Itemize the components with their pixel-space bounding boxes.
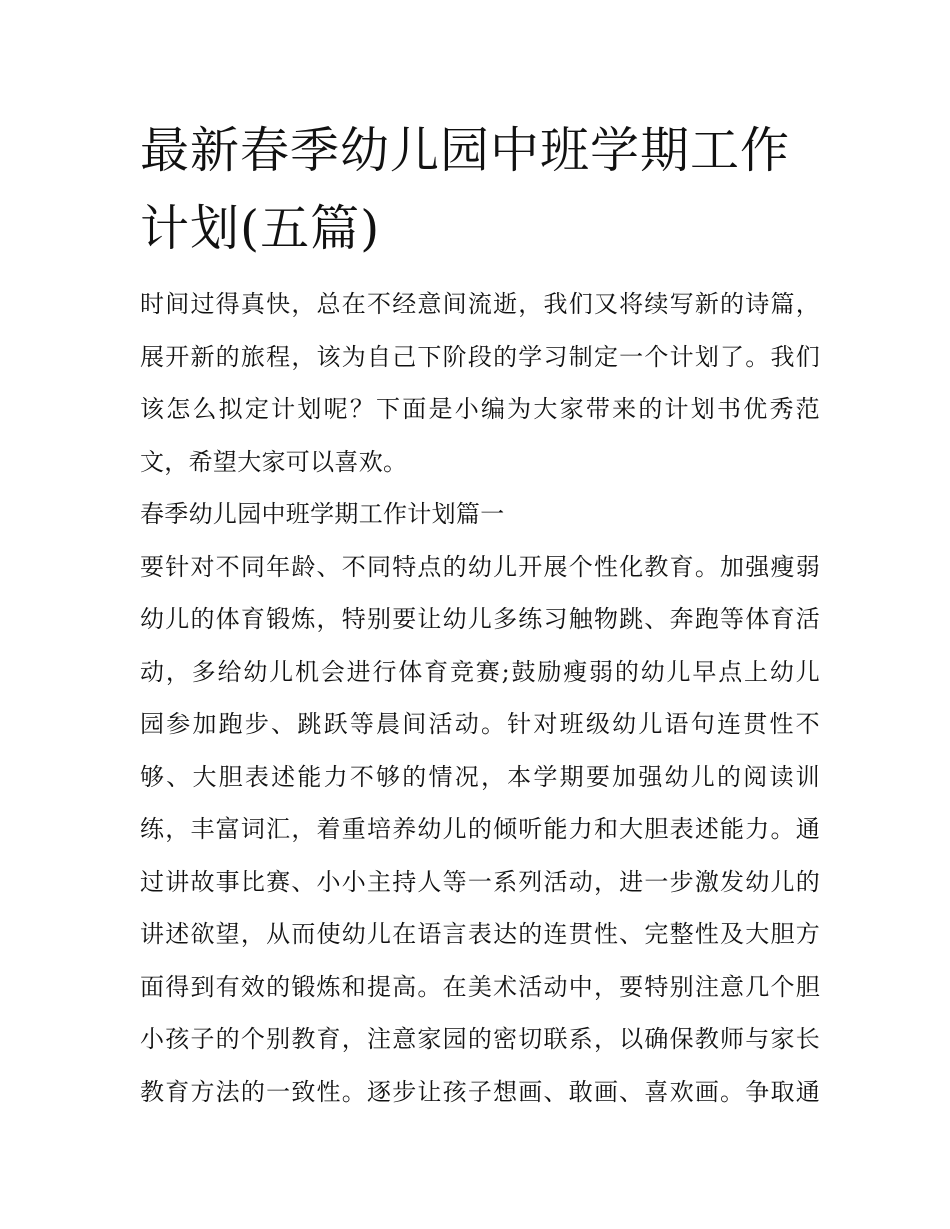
- paragraph-line: 面得到有效的锻炼和提高。在美术活动中，要特别注意几个胆: [140, 972, 820, 1001]
- title-line: 计划(五篇): [140, 200, 381, 257]
- paragraph-line: 够、大胆表述能力不够的情况，本学期要加强幼儿的阅读训: [140, 762, 820, 791]
- document-body: [140, 278, 820, 1118]
- intro-line: 展开新的旅程，该为自己下阶段的学习制定一个计划了。我们: [140, 342, 820, 371]
- title-line: 最新春季幼儿园中班学期工作: [140, 122, 791, 179]
- intro-line: 时间过得真快，总在不经意间流逝，我们又将续写新的诗篇，: [140, 290, 820, 318]
- paragraph-line: 讲述欲望，从而使幼儿在语言表达的连贯性、完整性及大胆方: [140, 920, 820, 948]
- paragraph-line: 小孩子的个别教育，注意家园的密切联系，以确保教师与家长: [140, 1025, 820, 1053]
- paragraph-line: 过讲故事比赛、小小主持人等一系列活动，进一步激发幼儿的: [140, 867, 820, 896]
- intro-line: 文，希望大家可以喜欢。: [140, 447, 408, 476]
- paragraph-line: 要针对不同年龄、不同特点的幼儿开展个性化教育。加强瘦弱: [140, 552, 820, 581]
- paragraph-line: 教育方法的一致性。逐步让孩子想画、敢画、喜欢画。争取通: [140, 1077, 820, 1106]
- paragraph-line: 动，多给幼儿机会进行体育竞赛;鼓励瘦弱的幼儿早点上幼儿: [140, 657, 820, 686]
- section-heading: 春季幼儿园中班学期工作计划篇一: [140, 500, 505, 528]
- paragraph-line: 练，丰富词汇，着重培养幼儿的倾听能力和大胆表述能力。通: [140, 815, 820, 843]
- paragraph-line: 园参加跑步、跳跃等晨间活动。针对班级幼儿语句连贯性不: [140, 710, 820, 738]
- paragraph-line: 幼儿的体育锻炼，特别要让幼儿多练习触物跳、奔跑等体育活: [140, 605, 820, 633]
- document-title: [140, 112, 820, 268]
- intro-line: 该怎么拟定计划呢？下面是小编为大家带来的计划书优秀范: [140, 395, 820, 423]
